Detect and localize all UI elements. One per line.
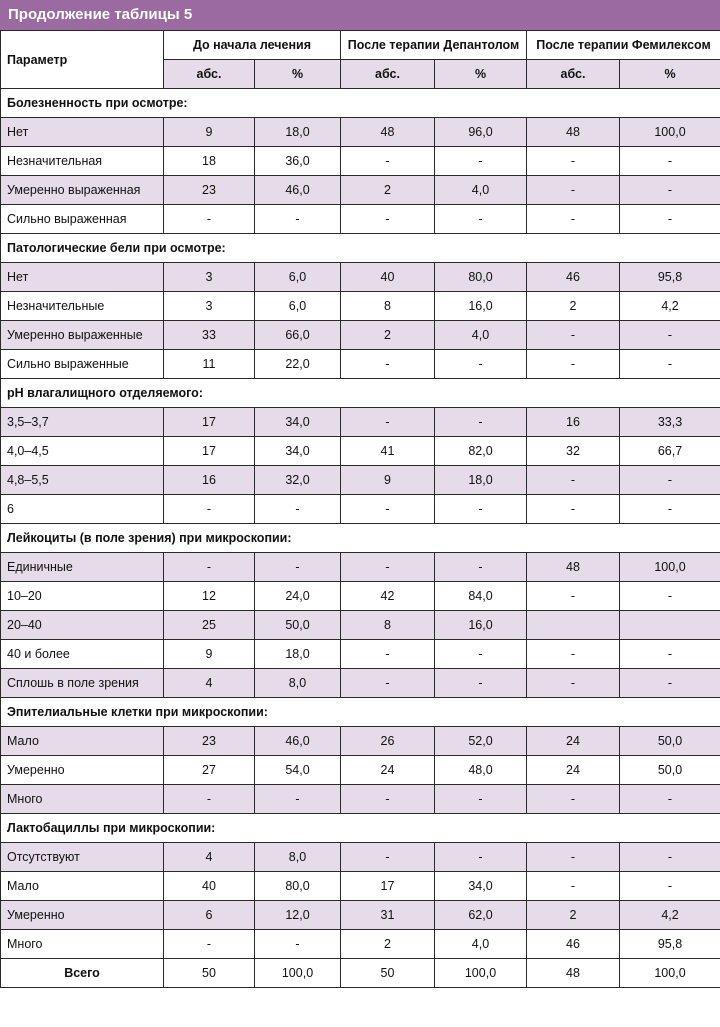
table-row	[1, 495, 720, 524]
table-body	[1, 89, 720, 988]
cell-abs: 17	[164, 437, 255, 466]
cell-pct: -	[435, 553, 527, 582]
cell-pct: -	[435, 350, 527, 379]
cell-pct: 4,0	[435, 321, 527, 350]
cell-pct: 62,0	[435, 901, 527, 930]
cell-abs: -	[527, 321, 620, 350]
table-caption: Продолжение таблицы 5	[0, 0, 720, 30]
row-label: 4,0–4,5	[1, 437, 164, 466]
row-label: Отсутствуют	[1, 843, 164, 872]
cell-abs: 46	[527, 263, 620, 292]
cell-abs: -	[527, 205, 620, 234]
cell-abs: -	[341, 205, 435, 234]
table-row	[1, 727, 720, 756]
cell-abs: -	[527, 640, 620, 669]
row-label: Незначительные	[1, 292, 164, 321]
cell-abs: 9	[164, 118, 255, 147]
cell-pct: -	[255, 205, 341, 234]
cell-pct: 6,0	[255, 263, 341, 292]
table-row	[1, 901, 720, 930]
cell-pct: 6,0	[255, 292, 341, 321]
cell-pct: -	[620, 147, 720, 176]
cell-pct: 16,0	[435, 611, 527, 640]
cell-pct: 4,0	[435, 930, 527, 959]
cell-abs: -	[164, 205, 255, 234]
table-row	[1, 756, 720, 785]
cell-abs: -	[341, 785, 435, 814]
cell-abs: -	[527, 669, 620, 698]
row-label: Сильно выраженные	[1, 350, 164, 379]
cell-abs: 48	[341, 118, 435, 147]
header-abs: абс.	[527, 60, 620, 89]
header-group-before: До начала лечения	[164, 31, 341, 60]
cell-pct: -	[435, 785, 527, 814]
cell-abs: -	[341, 350, 435, 379]
cell-abs: 16	[527, 408, 620, 437]
row-label: Мало	[1, 727, 164, 756]
cell-abs: 27	[164, 756, 255, 785]
cell-pct: 100,0	[620, 118, 720, 147]
table-row	[1, 263, 720, 292]
cell-abs: 48	[527, 959, 620, 988]
cell-abs: -	[527, 785, 620, 814]
cell-abs: 48	[527, 553, 620, 582]
cell-pct: 18,0	[435, 466, 527, 495]
cell-abs: -	[527, 843, 620, 872]
cell-abs: 31	[341, 901, 435, 930]
cell-abs: 2	[527, 292, 620, 321]
cell-pct: 96,0	[435, 118, 527, 147]
row-label: Нет	[1, 263, 164, 292]
table-row	[1, 843, 720, 872]
cell-pct: 46,0	[255, 176, 341, 205]
section-row	[1, 524, 720, 553]
cell-abs: -	[341, 640, 435, 669]
cell-abs: -	[164, 785, 255, 814]
cell-abs: 6	[164, 901, 255, 930]
cell-pct: -	[435, 640, 527, 669]
cell-abs: 24	[527, 756, 620, 785]
cell-abs: -	[527, 466, 620, 495]
cell-abs: 24	[341, 756, 435, 785]
cell-pct: 4,0	[435, 176, 527, 205]
row-label: Мало	[1, 872, 164, 901]
table-row	[1, 292, 720, 321]
table-row	[1, 176, 720, 205]
cell-pct: -	[435, 147, 527, 176]
cell-pct: -	[620, 669, 720, 698]
header-abs: абс.	[341, 60, 435, 89]
cell-abs: 8	[341, 611, 435, 640]
row-label: Много	[1, 930, 164, 959]
table-row	[1, 872, 720, 901]
row-label: 4,8–5,5	[1, 466, 164, 495]
cell-abs: 16	[164, 466, 255, 495]
section-row	[1, 234, 720, 263]
cell-abs: 48	[527, 118, 620, 147]
cell-pct: -	[620, 350, 720, 379]
row-label: Умеренно выраженная	[1, 176, 164, 205]
cell-abs: -	[341, 553, 435, 582]
cell-abs: 23	[164, 727, 255, 756]
cell-pct: -	[620, 640, 720, 669]
cell-abs: -	[527, 176, 620, 205]
cell-pct: 100,0	[620, 553, 720, 582]
cell-abs: 4	[164, 669, 255, 698]
cell-pct: -	[620, 205, 720, 234]
cell-pct: -	[255, 553, 341, 582]
table-row	[1, 640, 720, 669]
cell-abs: 40	[164, 872, 255, 901]
cell-abs: -	[527, 495, 620, 524]
cell-abs: 4	[164, 843, 255, 872]
header-group-femilex: После терапии Фемилексом	[527, 31, 720, 60]
cell-pct: 46,0	[255, 727, 341, 756]
cell-pct: 8,0	[255, 669, 341, 698]
cell-abs: -	[527, 147, 620, 176]
table-row	[1, 437, 720, 466]
total-row	[1, 959, 720, 988]
table-row	[1, 785, 720, 814]
section-row	[1, 814, 720, 843]
cell-pct: -	[620, 785, 720, 814]
cell-pct: 34,0	[255, 437, 341, 466]
header-pct: %	[255, 60, 341, 89]
row-label: Умеренно	[1, 901, 164, 930]
cell-pct: 100,0	[255, 959, 341, 988]
table-row	[1, 147, 720, 176]
cell-pct: 48,0	[435, 756, 527, 785]
cell-pct: 4,2	[620, 901, 720, 930]
cell-pct: -	[620, 321, 720, 350]
section-title: Лактобациллы при микроскопии:	[1, 814, 720, 843]
cell-abs: -	[341, 147, 435, 176]
header-row-groups	[1, 31, 720, 60]
cell-abs: 24	[527, 727, 620, 756]
row-label: Незначительная	[1, 147, 164, 176]
cell-pct: 36,0	[255, 147, 341, 176]
cell-abs: -	[341, 495, 435, 524]
cell-pct: -	[620, 176, 720, 205]
cell-abs: 50	[164, 959, 255, 988]
cell-pct: -	[435, 843, 527, 872]
row-label: 3,5–3,7	[1, 408, 164, 437]
cell-pct: 34,0	[255, 408, 341, 437]
cell-pct: -	[620, 495, 720, 524]
cell-abs: -	[164, 930, 255, 959]
cell-abs: 46	[527, 930, 620, 959]
cell-abs: 26	[341, 727, 435, 756]
cell-abs: 3	[164, 263, 255, 292]
cell-abs: -	[341, 669, 435, 698]
table-row	[1, 321, 720, 350]
cell-pct: 18,0	[255, 118, 341, 147]
cell-pct: 50,0	[620, 756, 720, 785]
cell-pct: -	[255, 495, 341, 524]
section-title: Лейкоциты (в поле зрения) при микроскопии:	[1, 524, 720, 553]
table-row	[1, 669, 720, 698]
row-label: Сплошь в поле зрения	[1, 669, 164, 698]
section-title: Болезненность при осмотре:	[1, 89, 720, 118]
cell-abs: 25	[164, 611, 255, 640]
cell-pct: 4,2	[620, 292, 720, 321]
cell-abs: 11	[164, 350, 255, 379]
cell-pct: 84,0	[435, 582, 527, 611]
cell-abs: 17	[341, 872, 435, 901]
cell-pct: -	[255, 930, 341, 959]
table-row	[1, 553, 720, 582]
header-pct: %	[435, 60, 527, 89]
row-label: Много	[1, 785, 164, 814]
cell-abs: -	[527, 582, 620, 611]
row-label: Единичные	[1, 553, 164, 582]
cell-pct	[620, 611, 720, 640]
cell-abs: -	[341, 843, 435, 872]
cell-pct: 24,0	[255, 582, 341, 611]
cell-pct: 80,0	[255, 872, 341, 901]
cell-pct: -	[620, 466, 720, 495]
table-row	[1, 582, 720, 611]
total-label: Всего	[1, 959, 164, 988]
cell-abs: 33	[164, 321, 255, 350]
cell-abs: 2	[527, 901, 620, 930]
cell-pct: 32,0	[255, 466, 341, 495]
cell-abs: 42	[341, 582, 435, 611]
row-label: 40 и более	[1, 640, 164, 669]
section-row	[1, 379, 720, 408]
cell-pct: 54,0	[255, 756, 341, 785]
row-label: Сильно выраженная	[1, 205, 164, 234]
row-label: 20–40	[1, 611, 164, 640]
table-row	[1, 205, 720, 234]
cell-pct: -	[255, 785, 341, 814]
cell-abs: 40	[341, 263, 435, 292]
cell-abs: 18	[164, 147, 255, 176]
cell-pct: 95,8	[620, 263, 720, 292]
table-row	[1, 611, 720, 640]
cell-pct: 22,0	[255, 350, 341, 379]
table-row	[1, 350, 720, 379]
header-group-depantol: После терапии Депантолом	[341, 31, 527, 60]
cell-pct: 95,8	[620, 930, 720, 959]
header-param: Параметр	[1, 31, 164, 89]
header-abs: абс.	[164, 60, 255, 89]
cell-abs: 41	[341, 437, 435, 466]
cell-pct: -	[435, 205, 527, 234]
cell-pct: 50,0	[255, 611, 341, 640]
cell-abs: 17	[164, 408, 255, 437]
cell-pct: -	[435, 669, 527, 698]
table-row	[1, 930, 720, 959]
section-title: pH влагалищного отделяемого:	[1, 379, 720, 408]
row-label: 10–20	[1, 582, 164, 611]
section-title: Патологические бели при осмотре:	[1, 234, 720, 263]
cell-pct: 80,0	[435, 263, 527, 292]
row-label: Умеренно выраженные	[1, 321, 164, 350]
cell-abs: 2	[341, 321, 435, 350]
cell-abs: 2	[341, 176, 435, 205]
cell-abs: 50	[341, 959, 435, 988]
cell-abs: 9	[341, 466, 435, 495]
cell-pct: -	[435, 495, 527, 524]
data-table	[0, 30, 720, 988]
cell-pct: -	[620, 843, 720, 872]
cell-pct: 12,0	[255, 901, 341, 930]
cell-pct: 82,0	[435, 437, 527, 466]
cell-abs: 2	[341, 930, 435, 959]
cell-pct: 8,0	[255, 843, 341, 872]
cell-abs: 9	[164, 640, 255, 669]
section-row	[1, 698, 720, 727]
cell-abs: 8	[341, 292, 435, 321]
cell-pct: 100,0	[435, 959, 527, 988]
cell-pct: 33,3	[620, 408, 720, 437]
cell-abs: 12	[164, 582, 255, 611]
cell-pct: -	[620, 872, 720, 901]
cell-pct: -	[620, 582, 720, 611]
section-row	[1, 89, 720, 118]
cell-abs: -	[164, 553, 255, 582]
cell-abs	[527, 611, 620, 640]
cell-abs: 3	[164, 292, 255, 321]
cell-abs: -	[527, 350, 620, 379]
cell-abs: -	[341, 408, 435, 437]
cell-abs: 23	[164, 176, 255, 205]
section-title: Эпителиальные клетки при микроскопии:	[1, 698, 720, 727]
cell-abs: -	[527, 872, 620, 901]
cell-pct: 18,0	[255, 640, 341, 669]
row-label: Нет	[1, 118, 164, 147]
header-pct: %	[620, 60, 720, 89]
row-label: 6	[1, 495, 164, 524]
cell-abs: 32	[527, 437, 620, 466]
cell-pct: 50,0	[620, 727, 720, 756]
table-row	[1, 466, 720, 495]
table-row	[1, 408, 720, 437]
cell-pct: 100,0	[620, 959, 720, 988]
row-label: Умеренно	[1, 756, 164, 785]
cell-abs: -	[164, 495, 255, 524]
cell-pct: 66,0	[255, 321, 341, 350]
cell-pct: 66,7	[620, 437, 720, 466]
cell-pct: 52,0	[435, 727, 527, 756]
cell-pct: -	[435, 408, 527, 437]
cell-pct: 34,0	[435, 872, 527, 901]
table-row	[1, 118, 720, 147]
cell-pct: 16,0	[435, 292, 527, 321]
